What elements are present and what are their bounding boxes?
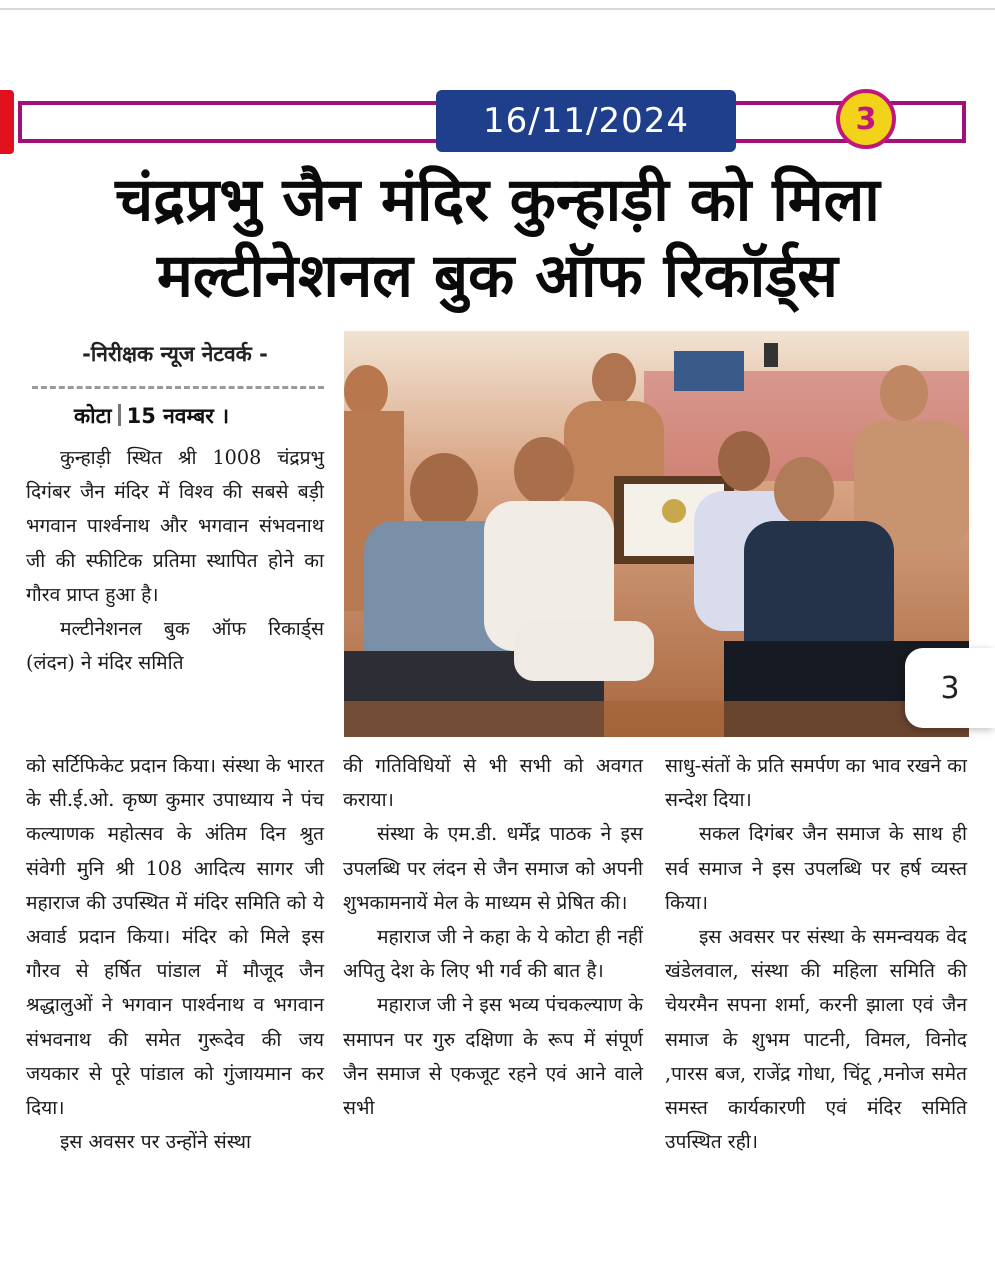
page-number-badge: 3 xyxy=(836,89,896,149)
dateline-separator xyxy=(118,404,121,426)
paragraph: सकल दिगंबर जैन समाज के साथ ही सर्व समाज ने इस उपलब्धि पर हर्ष व्यस्त किया। xyxy=(665,822,967,914)
paragraph: इस अवसर पर उन्होंने संस्था xyxy=(60,1130,252,1154)
header-band-right xyxy=(962,101,966,143)
issue-date: 16/11/2024 xyxy=(436,90,736,152)
dateline-place: कोटा xyxy=(74,404,112,428)
column-2 xyxy=(343,749,643,1125)
byline: -निरीक्षक न्यूज नेटवर्क - xyxy=(82,342,268,366)
paragraph: कुन्हाड़ी स्थित श्री 1008 चंद्रप्रभु दिगंबर जैन मंदिर में विश्व की सबसे बड़ी भगवान पार्श्वनाथ और भगवान संभवनाथ जी की स्फीटिक प्रतिमा स्थापित होने का गौरव प्राप्त हुआ है। xyxy=(26,446,324,606)
event-photo xyxy=(344,331,969,737)
paragraph: संस्था के एम.डी. धर्मेंद्र पाठक ने इस उपलब्धि पर लंदन से जैन समाज को अपनी शुभकामनायें मेल के माध्यम से प्रेषित की। xyxy=(343,822,643,914)
top-divider xyxy=(0,8,995,10)
headline-line-1: चंद्रप्रभु जैन मंदिर कुन्हाड़ी को मिला xyxy=(115,165,880,235)
page-side-badge[interactable]: 3 xyxy=(905,648,995,728)
headline-line-2: मल्टीनेशनल बुक ऑफ रिकॉर्ड्स xyxy=(157,241,838,311)
column-3 xyxy=(665,749,967,1159)
event-photo-illustration xyxy=(344,331,969,737)
paragraph: की गतिविधियों से भी सभी को अवगत कराया। xyxy=(343,754,643,812)
paragraph: को सर्टिफिकेट प्रदान किया। संस्था के भारत के सी.ई.ओ. कृष्ण कुमार उपाध्याय ने पंच कल्याणक महोत्सव के अंतिम दिन श्रुत संवेगी मुनि श्री 108 आदित्य सागर जी महाराज की उपस्थित में मंदिर समिति को ये अवार्ड प्रदान किया। मंदिर को मिले इस गौरव से हर्षित पांडाल में मौजूद जैन श्रद्धालुओं ने भगवान पार्श्वनाथ व भगवान संभवनाथ की समेत गुरूदेव की जय जयकार से पूरे पांडाल को गुंजायमान कर दिया। xyxy=(26,754,324,1120)
paragraph: महाराज जी ने कहा के ये कोटा ही नहीं अपितु देश के लिए भी गर्व की बात है। xyxy=(343,925,643,983)
paragraph: साधु-संतों के प्रति समर्पण का भाव रखने का सन्देश दिया। xyxy=(665,754,967,812)
paragraph: इस अवसर पर संस्था के समन्वयक वेद खंडेलवाल, संस्था की महिला समिति की चेयरमैन सपना शर्मा, करनी झाला एवं जैन समाज के शुभम पाटनी, विमल, विनोद ,पारस बज, राजेंद्र गोधा, चिंटू ,मनोज समेत समस्त कार्यकारणी एवं मंदिर समिति उपस्थित रही। xyxy=(665,925,967,1154)
headline xyxy=(20,162,975,314)
edge-tab xyxy=(0,90,14,154)
byline-divider xyxy=(32,386,324,389)
header-band-left xyxy=(18,101,22,143)
column-1-top xyxy=(26,441,324,680)
dateline xyxy=(74,402,229,430)
column-1-bottom xyxy=(26,749,324,1159)
dateline-date: 15 नवम्बर । xyxy=(126,404,230,428)
paragraph: महाराज जी ने इस भव्य पंचकल्याण के समापन पर गुरु दक्षिणा के रूप में संपूर्ण जैन समाज से एकजूट रहने एवं आने वाले सभी xyxy=(343,993,643,1120)
paragraph: मल्टीनेशनल बुक ऑफ रिकार्ड्स (लंदन) ने मंदिर समिति xyxy=(26,617,324,675)
